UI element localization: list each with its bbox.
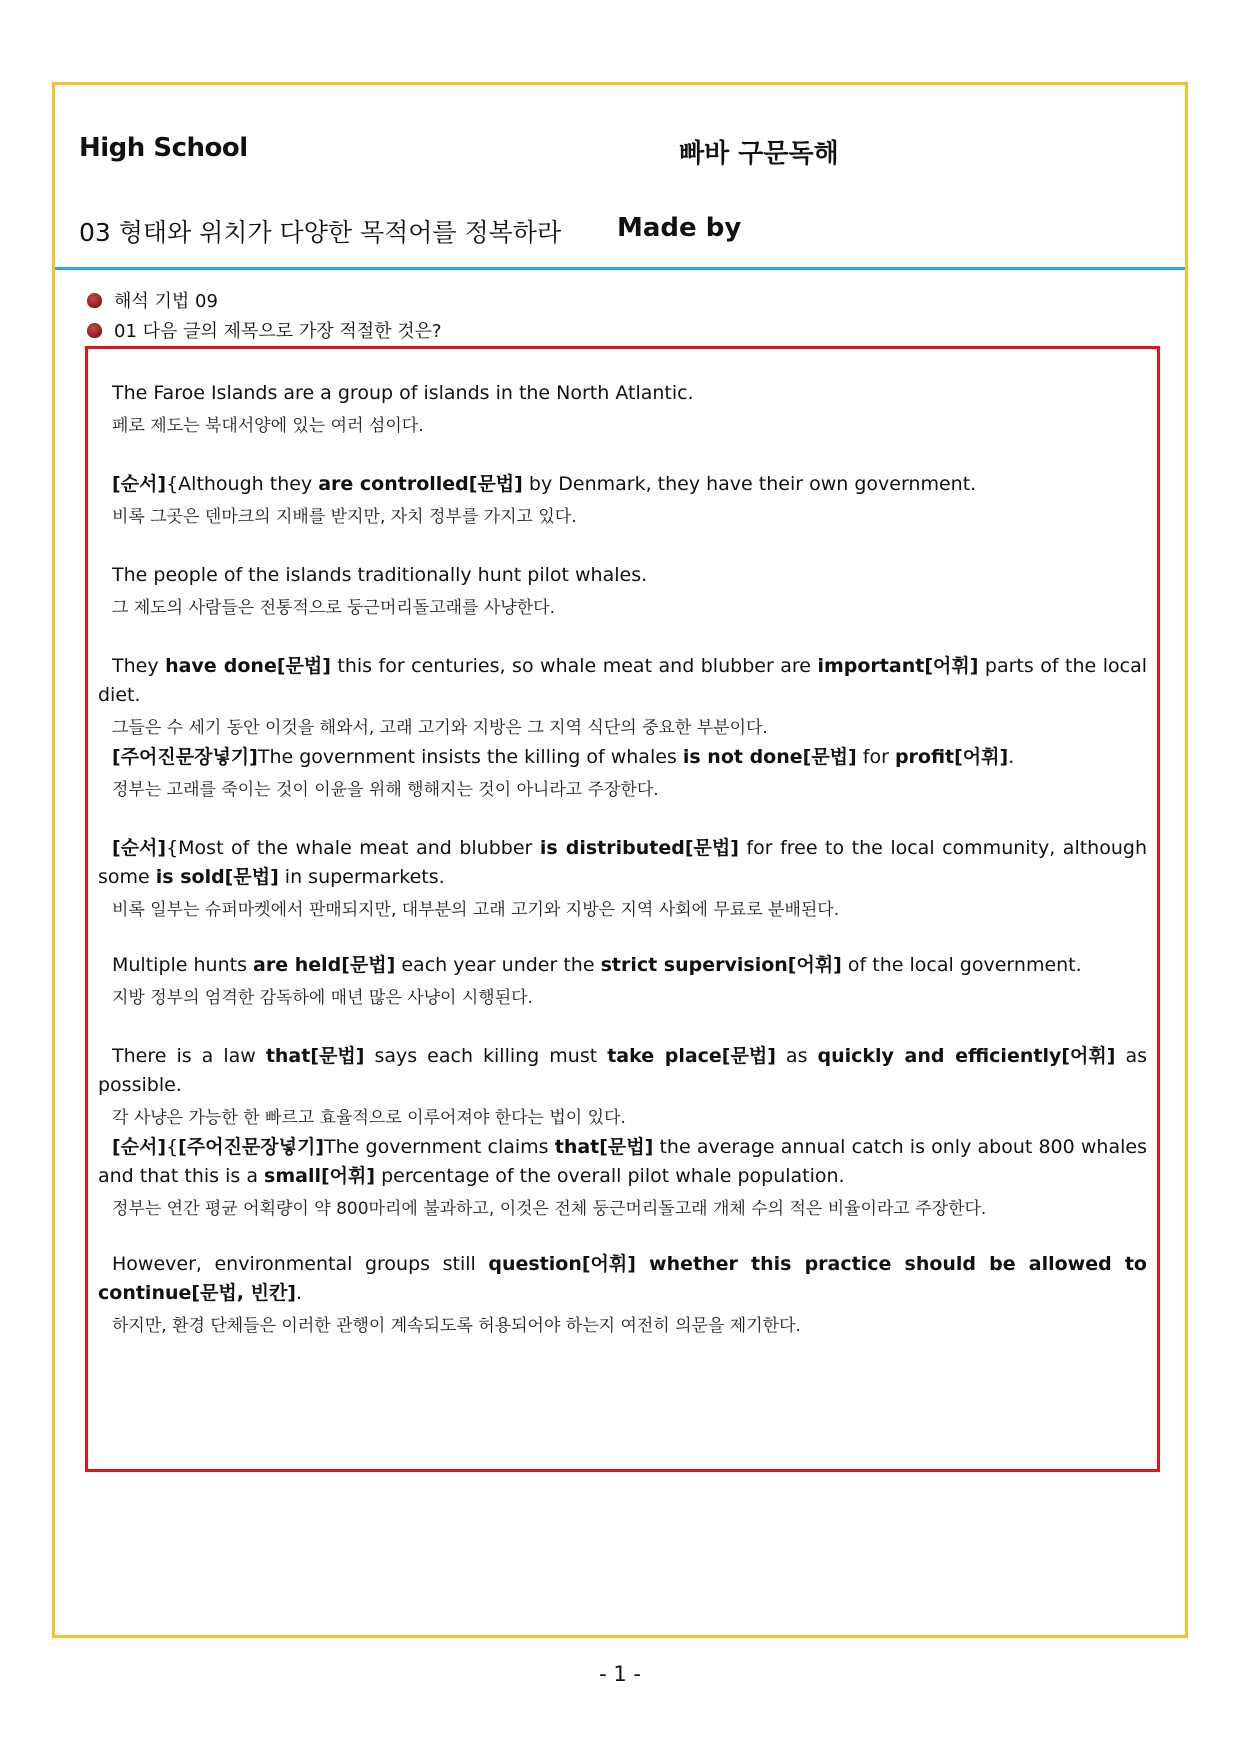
sentence-text: for free to the local community, although some (98, 837, 1147, 888)
annotated-phrase: [순서] (112, 837, 167, 859)
sentence-text: in supermarkets. (278, 866, 445, 888)
english-sentence (98, 743, 1147, 772)
sentence-text: of the local government. (841, 954, 1082, 976)
korean-translation: 비록 일부는 슈퍼마켓에서 판매되지만, 대부분의 고래 고기와 지방은 지역 사회에 무료로 분배된다. (112, 900, 840, 920)
bullet-dot-icon (87, 293, 102, 308)
sentence-text: as possible. (98, 1045, 1147, 1096)
sentence-text: this for centuries, so whale meat and blubber are (330, 655, 818, 677)
bullet-technique (87, 285, 442, 315)
annotated-phrase: have done[문법] (165, 655, 331, 677)
sentence-text: { (166, 1136, 179, 1158)
sentence-text: The government insists the killing of whales (257, 746, 683, 768)
annotated-phrase: profit[어휘] (894, 746, 1009, 768)
passage-sentence (98, 652, 1147, 742)
header-row-bottom (79, 213, 1161, 263)
header-divider (55, 267, 1185, 270)
annotated-phrase: question[어휘] (488, 1253, 636, 1275)
sentence-text: The people of the islands traditionally hunt pilot whales. (112, 564, 648, 586)
passage-sentence (98, 561, 1147, 622)
annotated-phrase: strict supervision[어휘] (600, 954, 842, 976)
korean-translation: 정부는 연간 평균 어획량이 약 800마리에 불과하고, 이것은 전체 둥근머리돌고래 개체 수의 적은 비율이라고 주장한다. (112, 1199, 987, 1219)
annotated-phrase: [순서] (112, 473, 167, 495)
school-label: High School (79, 133, 248, 163)
korean-translation: 정부는 고래를 죽이는 것이 이윤을 위해 행해지는 것이 아니라고 주장한다. (112, 780, 659, 800)
annotated-phrase: quickly and efficiently[어휘] (817, 1045, 1116, 1067)
sentence-text: {Although they (166, 473, 319, 495)
annotated-phrase: small[어휘] (264, 1165, 376, 1187)
korean-translation: 하지만, 환경 단체들은 이러한 관행이 계속되도록 허용되어야 하는지 여전히 의문을 제기한다. (112, 1316, 801, 1336)
passage-sentence (98, 834, 1147, 924)
header-row-top (79, 133, 1161, 183)
sentence-text: by Denmark, they have their own government. (522, 473, 977, 495)
passage-sentence (98, 470, 1147, 531)
sentence-text: {Most of the whale meat and blubber (166, 837, 540, 859)
passage-sentence (98, 951, 1147, 1012)
sentence-text: percentage of the overall pilot whale population. (375, 1165, 845, 1187)
annotated-phrase: is not done[문법] (682, 746, 857, 768)
annotated-phrase: take place[문법] (607, 1045, 776, 1067)
english-sentence (98, 1133, 1147, 1191)
korean-translation: 지방 정부의 엄격한 감독하에 매년 많은 사냥이 시행된다. (112, 988, 533, 1008)
passage-sentence (98, 1250, 1147, 1340)
sentence-text: . (296, 1282, 303, 1304)
sentence-text: However, environmental groups still (112, 1253, 489, 1275)
question-label: 01 다음 글의 제목으로 가장 적절한 것은? (114, 321, 442, 342)
sentence-text: Multiple hunts (112, 954, 254, 976)
sentence-text: for (856, 746, 895, 768)
instruction-list (87, 285, 442, 345)
sentence-text: The government claims (324, 1136, 555, 1158)
korean-translation: 페로 제도는 북대서양에 있는 여러 섬이다. (112, 416, 424, 436)
annotated-phrase: [주어진문장넣기] (112, 746, 258, 768)
english-sentence (98, 379, 1147, 408)
passage-box (85, 346, 1160, 1472)
book-title: 빠바 구문독해 (679, 139, 839, 169)
sentence-text: They (112, 655, 166, 677)
korean-translation: 비록 그곳은 덴마크의 지배를 받지만, 자치 정부를 가지고 있다. (112, 507, 577, 527)
korean-translation: 그 제도의 사람들은 전통적으로 둥근머리돌고래를 사냥한다. (112, 598, 555, 618)
chapter-title: 03 형태와 위치가 다양한 목적어를 정복하라 (79, 218, 562, 247)
page-number: - 1 - (599, 1662, 641, 1686)
english-sentence (98, 951, 1147, 980)
sentence-text: says each killing must (364, 1045, 608, 1067)
page-frame (52, 82, 1188, 1638)
annotated-phrase: is sold[문법] (155, 866, 279, 888)
annotated-phrase: that[문법] (554, 1136, 654, 1158)
passage-sentence (98, 379, 1147, 440)
korean-translation: 각 사냥은 가능한 한 빠르고 효율적으로 이루어져야 한다는 법이 있다. (112, 1108, 626, 1128)
sentence-text: . (1008, 746, 1015, 768)
english-sentence (98, 561, 1147, 590)
annotated-phrase: is distributed[문법] (539, 837, 739, 859)
bullet-dot-icon (87, 323, 102, 338)
annotated-phrase: important[어휘] (817, 655, 979, 677)
passage-sentence (98, 743, 1147, 804)
annotated-phrase: [주어진문장넣기] (178, 1136, 325, 1158)
english-sentence (98, 834, 1147, 892)
passage-sentence (98, 1133, 1147, 1223)
sentence-text: as (775, 1045, 818, 1067)
korean-translation: 그들은 수 세기 동안 이것을 해와서, 고래 고기와 지방은 그 지역 식단의 중요한 부분이다. (112, 718, 768, 738)
sentence-text: each year under the (395, 954, 601, 976)
technique-label: 해석 기법 09 (114, 291, 218, 312)
passage-sentence (98, 1042, 1147, 1132)
annotated-phrase: [순서] (112, 1136, 167, 1158)
sentence-text: There is a law (112, 1045, 266, 1067)
annotated-phrase: that[문법] (265, 1045, 365, 1067)
sentence-text: the average annual catch is only about 800 whales and that this is a (98, 1136, 1147, 1187)
english-sentence (98, 652, 1147, 710)
english-sentence (98, 1042, 1147, 1100)
sentence-text: parts of the local diet. (98, 655, 1147, 706)
english-sentence (98, 470, 1147, 499)
bullet-question (87, 315, 442, 345)
annotated-phrase: are controlled[문법] (318, 473, 523, 495)
made-by-label: Made by (617, 213, 742, 243)
annotated-phrase: whether this practice should be allowed to continue[문법, 빈칸] (98, 1253, 1147, 1304)
english-sentence (98, 1250, 1147, 1308)
sentence-text: The Faroe Islands are a group of islands in the North Atlantic. (112, 382, 694, 404)
annotated-phrase: are held[문법] (253, 954, 396, 976)
